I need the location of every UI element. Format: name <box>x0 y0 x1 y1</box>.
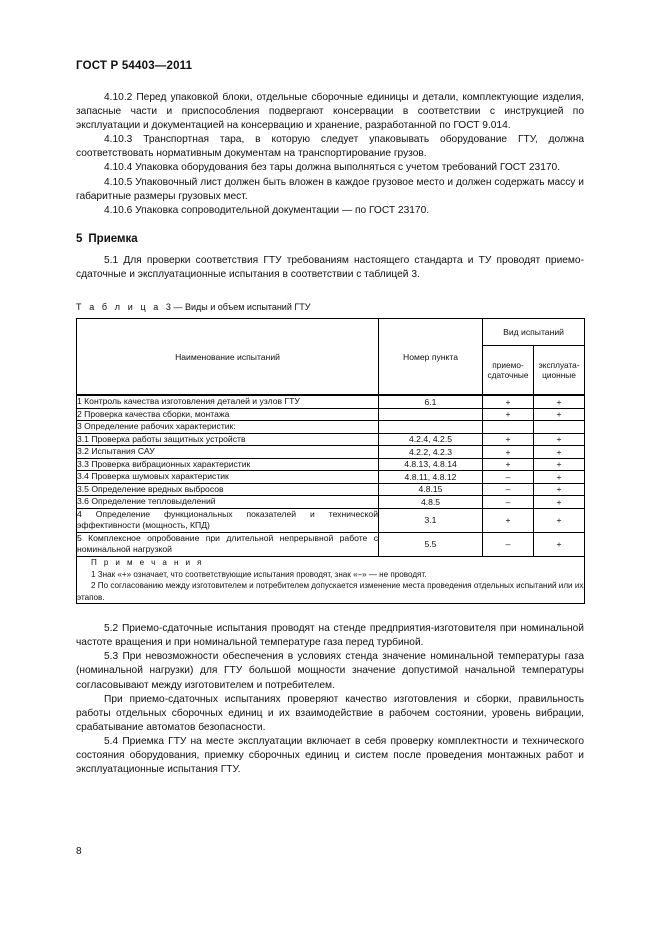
table-note-2-text: 2 По согласованию между изготовителем и потребителем допускается изменение места проведения отдельных испытаний или их этапов. <box>77 581 584 602</box>
table-cell-clause: 3.1 <box>379 508 483 532</box>
page-number: 8 <box>76 846 82 857</box>
table-note-1 <box>77 569 584 580</box>
table-row <box>77 408 585 421</box>
section-number: 5 <box>76 232 83 245</box>
table-header-kind-operational-line2: ционные <box>542 370 576 381</box>
table-notes-title: П р и м е ч а н и я <box>91 557 204 567</box>
table-cell-acceptance: + <box>483 458 534 471</box>
table-cell-operational: + <box>534 446 585 459</box>
table-cell-clause <box>379 408 483 421</box>
table-row <box>77 395 585 408</box>
table-cell-name: 4 Определение функциональных показателей и технической эффективности (мощность, КПД) <box>77 508 378 531</box>
table-header-kind: Вид испытаний <box>483 319 585 346</box>
table-cell-operational: + <box>534 408 585 421</box>
table-cell-clause: 5.5 <box>379 532 483 556</box>
table-cell-name: 3 Определение рабочих характеристик: <box>77 421 379 434</box>
table-cell-clause: 4.8.11, 4.8.12 <box>379 471 483 484</box>
table-cell-name: 3.4 Проверка шумовых характеристик <box>77 471 379 484</box>
table-cell-acceptance: + <box>483 446 534 459</box>
table-cell-acceptance: – <box>483 496 534 509</box>
table-note-1-text: 1 Знак «+» означает, что соответствующие испытания проводят, знак «–» — не проводят. <box>91 569 427 579</box>
table-cell-acceptance: – <box>483 483 534 496</box>
table-header-kind-operational-line1: эксплуата- <box>538 359 580 370</box>
table-header-kind-operational <box>534 346 585 396</box>
table-row <box>77 532 585 556</box>
table-cell-clause: 4.2.4, 4.2.5 <box>379 433 483 446</box>
table-caption-dash: — <box>173 302 183 313</box>
paragraph-4-10-2: 4.10.2 Перед упаковкой блоки, отдельные сборочные единицы и детали, комплектующие изделия, запасные части и приспособления подвергают консервации в соответствии с инструкцией по эксплуатации и документацией на консервацию и хранение, разработанной по ГОСТ 9.014. <box>76 92 584 132</box>
paragraph-4-10-5: 4.10.5 Упаковочный лист должен быть вложен в каждое грузовое место и должен содержать массу и габаритные размеры грузовых мест. <box>76 176 584 202</box>
table-header-row-1 <box>77 319 585 346</box>
table-cell-operational: + <box>534 508 585 532</box>
table-row <box>77 458 585 471</box>
table-row <box>77 446 585 459</box>
table-cell-operational: + <box>534 532 585 556</box>
table-cell-name: 3.3 Проверка вибрационных характеристик <box>77 458 379 471</box>
table-cell-clause <box>379 421 483 434</box>
table-header-kind-acceptance-line1: приемо- <box>492 359 524 370</box>
table-row <box>77 496 585 509</box>
table-row <box>77 508 585 532</box>
table-note-2 <box>77 580 584 603</box>
table-header-kind-acceptance-line2: сдаточные <box>487 370 529 381</box>
table-cell-name: 3.1 Проверка работы защитных устройств <box>77 433 379 446</box>
table-cell-name: 1 Контроль качества изготовления деталей и узлов ГТУ <box>77 395 379 408</box>
paragraph-4-10-6: 4.10.6 Упаковка сопроводительной документации — по ГОСТ 23170. <box>104 204 430 216</box>
table-row <box>77 433 585 446</box>
table-cell-operational: + <box>534 483 585 496</box>
paragraph-5-4: 5.4 Приемка ГТУ на месте эксплуатации включает в себя проверку комплектности и технического состояния оборудования, приемку сборочных единиц и систем после проведения монтажных работ и эксплуатационные испытания ГТУ. <box>76 735 584 776</box>
table-cell-name: 5 Комплексное опробование при длительной непрерывной работе с номинальной нагрузкой <box>77 532 378 555</box>
table-caption-text: Виды и объем испытаний ГТУ <box>184 302 311 313</box>
post-table-paragraphs <box>76 604 584 777</box>
table-cell-name: 3.6 Определение тепловыделений <box>77 496 379 509</box>
table-caption <box>76 302 584 312</box>
table-cell-acceptance: + <box>483 408 534 421</box>
table-cell-name: 2 Проверка качества сборки, монтажа <box>77 408 379 421</box>
section-heading-5 <box>76 218 584 254</box>
tests-table-body <box>77 395 585 556</box>
paragraph-acceptance-checks: При приемо-сдаточных испытаниях проверяют качество изготовления и сборки, правильность работы отдельных сборочных единиц и их взаимодействие в рабочем состоянии, уровень вибрации, срабатывание автоматов безопасности. <box>76 693 584 733</box>
table-cell-acceptance: + <box>483 395 534 408</box>
table-row <box>77 471 585 484</box>
page-header-standard-number: ГОСТ Р 54403—2011 <box>76 60 193 72</box>
paragraph-5-2: 5.2 Приемо-сдаточные испытания проводят на стенде предприятия-изготовителя при номинальной частоте вращения и при номинальной температуре газа перед турбиной. <box>76 623 584 649</box>
table-cell-operational: + <box>534 496 585 509</box>
document-body <box>76 91 584 777</box>
tests-table <box>76 318 585 604</box>
table-cell-name: 3.5 Определение вредных выбросов <box>77 483 379 496</box>
table-cell-clause: 4.8.13, 4.8.14 <box>379 458 483 471</box>
table-cell-acceptance <box>483 421 534 434</box>
paragraph-5-1: 5.1 Для проверки соответствия ГТУ требованиям настоящего стандарта и ТУ проводят приемо-сдаточные и эксплуатационные испытания в соответствии с таблицей 3. <box>76 254 584 280</box>
table-cell-clause: 4.8.5 <box>379 496 483 509</box>
table-cell-clause: 6.1 <box>379 395 483 408</box>
paragraph-4-10-4: 4.10.4 Упаковка оборудования без тары должна выполняться с учетом требований ГОСТ 23170. <box>104 162 561 174</box>
section-title: Приемка <box>88 232 138 245</box>
table-header-name: Наименование испытаний <box>77 319 379 396</box>
table-cell-operational: + <box>534 471 585 484</box>
table-header-kind-acceptance <box>483 346 534 396</box>
table-caption-number: 3 <box>165 302 171 313</box>
table-cell-operational: + <box>534 395 585 408</box>
table-row <box>77 421 585 434</box>
table-header-clause: Номер пункта <box>379 319 483 396</box>
table-cell-name: 3.2 Испытания САУ <box>77 446 379 459</box>
paragraph-4-10-3: 4.10.3 Транспортная тара, в которую следует упаковывать оборудование ГТУ, должна соответствовать нормативным документам на транспортирование грузов. <box>76 134 584 160</box>
table-cell-acceptance: – <box>483 532 534 556</box>
table-cell-operational: + <box>534 433 585 446</box>
table-cell-acceptance: + <box>483 508 534 532</box>
table-notes-row <box>77 556 585 604</box>
table-cell-operational: + <box>534 458 585 471</box>
table-cell-clause: 4.8.15 <box>379 483 483 496</box>
table-cell-acceptance: – <box>483 471 534 484</box>
table-notes <box>77 556 585 604</box>
table-cell-acceptance: + <box>483 433 534 446</box>
table-row <box>77 483 585 496</box>
paragraph-5-3: 5.3 При невозможности обеспечения в условиях стенда значение номинальной температуры газа (номинальной нагрузки) для ГТУ большой мощности значение допустимой начальной температуры согласовывают между изготовителем и потребителем. <box>76 651 584 691</box>
table-cell-operational <box>534 421 585 434</box>
table-caption-label: Т а б л и ц а <box>76 302 161 313</box>
table-cell-clause: 4.2.2, 4.2.3 <box>379 446 483 459</box>
